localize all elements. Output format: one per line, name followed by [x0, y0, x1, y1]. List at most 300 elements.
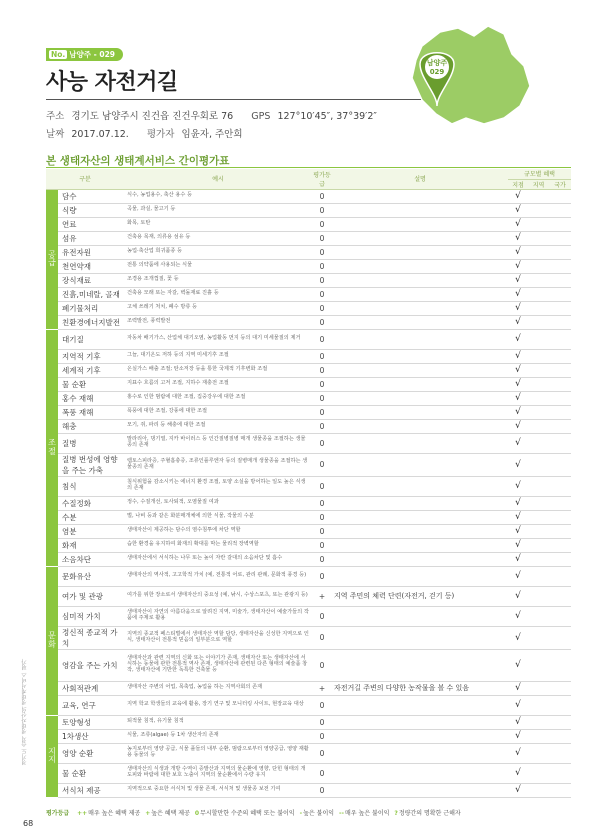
category-cell	[46, 715, 58, 797]
service-example: 생태자산의 식생과 개방 수역이 증발산과 지역의 물순환에 영향, 단힌 형태의 개도피와 바람에 대한 보호 노출이 지역의 물순환에서 수량 유지	[124, 763, 312, 783]
scope-local-check: √	[508, 586, 528, 606]
service-description	[332, 287, 508, 301]
scope-regional-check	[528, 538, 549, 552]
gps-label: GPS	[251, 111, 271, 122]
service-example: 화목, 토탄	[124, 217, 312, 231]
scope-regional-check	[528, 377, 549, 391]
service-name: 물 순환	[58, 377, 124, 391]
service-example: 홍수로 인한 범람에 대한 조절, 집중강우에 대한 조절	[124, 391, 312, 405]
table-row	[46, 301, 571, 315]
service-example: 곡물, 과실, 물고기 등	[124, 203, 312, 217]
service-description	[332, 743, 508, 763]
scope-national-check	[549, 538, 571, 552]
scope-national-check	[549, 231, 571, 245]
service-grade: 0	[312, 391, 332, 405]
scope-regional-check	[528, 315, 549, 329]
table-row	[46, 496, 571, 510]
service-name: 폐기물처리	[58, 301, 124, 315]
table-header-row-1	[46, 169, 571, 179]
map-badge-code: 029	[429, 68, 445, 76]
scope-local-check: √	[508, 729, 528, 743]
scope-national-check	[549, 763, 571, 783]
service-example: 건축용 목재, 의류용 섬유 등	[124, 231, 312, 245]
scope-regional-check	[528, 259, 549, 273]
service-description	[332, 259, 508, 273]
scope-regional-check	[528, 552, 549, 566]
scope-regional-check	[528, 510, 549, 524]
service-example: 조력발전, 풍력발전	[124, 315, 312, 329]
scope-national-check	[549, 377, 571, 391]
scope-regional-check	[528, 606, 549, 626]
service-name: 문화유산	[58, 566, 124, 586]
service-grade: +	[312, 681, 332, 695]
service-name: 심미적 가치	[58, 606, 124, 626]
table-row	[46, 391, 571, 405]
service-description	[332, 231, 508, 245]
scope-regional-check	[528, 189, 549, 203]
service-example: 농지로부터 영양 공급, 식물 플들의 내부 순환, 범람으로부터 영양공급, 영양 재활용 동물의 등	[124, 743, 312, 763]
service-example: 식물, 조류(algae) 등 1차 생산자의 존재	[124, 729, 312, 743]
service-grade: 0	[312, 606, 332, 626]
scope-local-check: √	[508, 626, 528, 649]
service-grade: 0	[312, 626, 332, 649]
service-example: 생태자산의 역사적, 고고학적 가치 (예, 전통적 어로, 관리 관례, 문화적 풍경 등)	[124, 566, 312, 586]
scope-local-check: √	[508, 189, 528, 203]
scope-regional-check	[528, 419, 549, 433]
scope-regional-check	[528, 524, 549, 538]
service-example: 정수, 수질개선, 토사퇴적, 오염물질 여과	[124, 496, 312, 510]
scope-national-check	[549, 419, 571, 433]
service-name: 장식재료	[58, 273, 124, 287]
service-grade: +	[312, 586, 332, 606]
scope-national-check	[549, 245, 571, 259]
service-grade: 0	[312, 329, 332, 349]
service-example: 지역 학교 학생들의 교육에 활용, 장기 연구 및 모니터링 사이트, 현장교육 대상	[124, 695, 312, 715]
service-name: 영감을 주는 가치	[58, 649, 124, 681]
title-divider	[46, 99, 421, 100]
service-name: 수질정화	[58, 496, 124, 510]
scope-local-check: √	[508, 419, 528, 433]
service-name: 진흙,미네랄, 골재	[58, 287, 124, 301]
service-grade: 0	[312, 287, 332, 301]
table-row	[46, 363, 571, 377]
service-description	[332, 405, 508, 419]
service-description: 지역 주민의 체력 단련(자전거, 걷기 등)	[332, 586, 508, 606]
service-grade: 0	[312, 259, 332, 273]
scope-regional-check	[528, 626, 549, 649]
col-grade-header: 평가등급	[312, 169, 332, 189]
service-grade: 0	[312, 566, 332, 586]
legend-item	[300, 810, 334, 817]
scope-regional-check	[528, 231, 549, 245]
table-row	[46, 476, 571, 496]
scope-local-check: √	[508, 476, 528, 496]
scope-local-check: √	[508, 496, 528, 510]
service-grade: 0	[312, 783, 332, 797]
table-row	[46, 783, 571, 797]
scope-local-check: √	[508, 510, 528, 524]
service-description: 자전거길 주변의 다양한 농작물을 볼 수 있음	[332, 681, 508, 695]
service-name: 물 순환	[58, 763, 124, 783]
category-cell	[46, 329, 58, 566]
section-divider	[46, 167, 571, 168]
service-example: 벌, 나비 등과 같은 화분매개체에 의한 식물, 작물의 수분	[124, 510, 312, 524]
scope-national-check	[549, 476, 571, 496]
service-example: 온실가스 배출 조절; 탄소저장 등을 통한 국제적 기후변화 조절	[124, 363, 312, 377]
scope-local-check: √	[508, 453, 528, 476]
table-row	[46, 566, 571, 586]
service-example: 생태자산과 관련 지역의 신화 또는 이야기가 존재, 생태자산 또는 생태자산에 서식하는 동물에 관한 전통적 역사 존재, 생태자산에 관련된 다른 형태의 예술품 창작, 생태자산에 기반한 독특한 건축물 등	[124, 649, 312, 681]
service-grade: 0	[312, 453, 332, 476]
service-description	[332, 349, 508, 363]
legend-item	[195, 810, 295, 817]
service-example: 생태자산이 자연의 아름다움으로 알려진 지역, 미술가, 생태자산이 예술가들의 작품에 주제로 활용	[124, 606, 312, 626]
service-name: 연료	[58, 217, 124, 231]
service-name: 침식	[58, 476, 124, 496]
service-name: 사회적관계	[58, 681, 124, 695]
scope-regional-check	[528, 681, 549, 695]
service-description	[332, 419, 508, 433]
service-example: 모기, 쥐, 파리 등 해충에 대한 조절	[124, 419, 312, 433]
service-grade: 0	[312, 649, 332, 681]
scope-regional-check	[528, 476, 549, 496]
col-category-header: 구분	[46, 169, 124, 189]
scope-regional-check	[528, 329, 549, 349]
legend-text: 매우 높은 혜택 제공	[88, 810, 141, 817]
service-description	[332, 695, 508, 715]
service-grade: 0	[312, 217, 332, 231]
scope-national-check	[549, 405, 571, 419]
service-grade: 0	[312, 715, 332, 729]
table-row	[46, 433, 571, 453]
scope-regional-check	[528, 273, 549, 287]
service-grade: 0	[312, 245, 332, 259]
scope-national-check	[549, 715, 571, 729]
table-row	[46, 729, 571, 743]
service-example: 생태자산 주변의 어업, 목축업, 농업을 하는 지역사회의 존재	[124, 681, 312, 695]
legend-item	[77, 810, 140, 817]
service-example: 조경용 조개껍질, 꽃 등	[124, 273, 312, 287]
service-example: 지역의 종교적 페스티벌에서 생태자산 역할 담당, 생태자산을 신성한 지역으로 인식, 생태자산이 전통적 믿음의 일부분으로 역할	[124, 626, 312, 649]
service-description	[332, 189, 508, 203]
service-description	[332, 453, 508, 476]
service-description	[332, 510, 508, 524]
table-row	[46, 715, 571, 729]
col-scope-header: 규모별 혜택	[508, 169, 571, 179]
col-national-header: 국가	[549, 179, 571, 189]
table-row	[46, 586, 571, 606]
legend-symbol: ?	[394, 810, 398, 817]
scope-local-check: √	[508, 524, 528, 538]
service-grade: 0	[312, 524, 332, 538]
table-row	[46, 524, 571, 538]
service-description	[332, 363, 508, 377]
scope-national-check	[549, 273, 571, 287]
category-label: 공급	[48, 249, 56, 267]
address-label: 주소	[46, 111, 65, 122]
scope-regional-check	[528, 287, 549, 301]
scope-national-check	[549, 363, 571, 377]
service-description	[332, 715, 508, 729]
service-description	[332, 315, 508, 329]
scope-regional-check	[528, 743, 549, 763]
table-row	[46, 231, 571, 245]
table-row	[46, 217, 571, 231]
table-row	[46, 273, 571, 287]
scope-regional-check	[528, 349, 549, 363]
service-name: 교육, 연구	[58, 695, 124, 715]
category-label: 지지	[48, 746, 56, 764]
service-example: 습한 환경을 유지하여 화재의 확대를 막는 물리적 장벽역할	[124, 538, 312, 552]
scope-local-check: √	[508, 783, 528, 797]
map-badge-name: 남양주	[426, 59, 448, 67]
service-example: 침식위험을 감소시키는 에너지 환경 조절, 토양 소실을 방어하는 일도 높은 식생의 존재	[124, 476, 312, 496]
service-description	[332, 301, 508, 315]
table-row	[46, 419, 571, 433]
service-description	[332, 377, 508, 391]
table-row	[46, 377, 571, 391]
col-description-header: 설명	[332, 169, 508, 189]
address-value: 경기도 남양주시 진건읍 진건우회로 76	[71, 111, 234, 122]
scope-regional-check	[528, 496, 549, 510]
grade-legend	[46, 808, 466, 817]
legend-text: 높은 불이익	[303, 810, 335, 817]
service-name: 수분	[58, 510, 124, 524]
scope-local-check: √	[508, 203, 528, 217]
scope-national-check	[549, 189, 571, 203]
service-name: 화재	[58, 538, 124, 552]
table-row	[46, 203, 571, 217]
service-description	[332, 538, 508, 552]
service-description	[332, 433, 508, 453]
legend-text: 무시할만한 수준의 혜택 또는 불이익	[200, 810, 295, 817]
scope-regional-check	[528, 695, 549, 715]
scope-local-check: √	[508, 363, 528, 377]
scope-local-check: √	[508, 649, 528, 681]
category-cell	[46, 566, 58, 715]
service-grade: 0	[312, 538, 332, 552]
scope-local-check: √	[508, 245, 528, 259]
scope-national-check	[549, 743, 571, 763]
page-number: 68	[23, 819, 34, 828]
service-name: 영양 순환	[58, 743, 124, 763]
service-grade: 0	[312, 189, 332, 203]
category-cell	[46, 189, 58, 329]
service-grade: 0	[312, 743, 332, 763]
service-name: 대기질	[58, 329, 124, 349]
service-grade: 0	[312, 349, 332, 363]
legend-text: 높은 혜택 제공	[151, 810, 190, 817]
table-row	[46, 763, 571, 783]
scope-local-check: √	[508, 566, 528, 586]
table-row	[46, 349, 571, 363]
scope-local-check: √	[508, 287, 528, 301]
evaluator-value: 임윤자, 주안희	[181, 129, 243, 140]
scope-regional-check	[528, 763, 549, 783]
service-grade: 0	[312, 363, 332, 377]
scope-local-check: √	[508, 259, 528, 273]
scope-national-check	[549, 729, 571, 743]
table-row	[46, 189, 571, 203]
service-name: 정신적 종교적 가치	[58, 626, 124, 649]
service-name: 질병 번성에 영향을 주는 가축	[58, 453, 124, 476]
service-name: 소음차단	[58, 552, 124, 566]
service-name: 친환경에너지발전	[58, 315, 124, 329]
legend-symbol: 0	[194, 810, 200, 817]
service-name: 해충	[58, 419, 124, 433]
scope-national-check	[549, 586, 571, 606]
scope-regional-check	[528, 783, 549, 797]
scope-local-check: √	[508, 695, 528, 715]
scope-national-check	[549, 496, 571, 510]
service-example: 말라리아, 댕기열, 지카 바이러스 등 인간질병질병 매개 생물종을 조절하는 생물종의 존재	[124, 433, 312, 453]
service-example: 자동차 배기가스, 산업체 대기오염, 농업활동 먼지 등의 대기 미세물질의 제거	[124, 329, 312, 349]
service-description	[332, 329, 508, 349]
legend-label: 평가등급	[46, 810, 70, 817]
namyangju-map-shape	[392, 14, 542, 134]
service-description	[332, 783, 508, 797]
col-example-header: 예시	[124, 169, 312, 189]
legend-text: 매우 높은 불이익	[345, 810, 390, 817]
scope-regional-check	[528, 363, 549, 377]
table-row	[46, 538, 571, 552]
scope-national-check	[549, 217, 571, 231]
table-row	[46, 681, 571, 695]
col-local-header: 지점	[508, 179, 528, 189]
scope-local-check: √	[508, 217, 528, 231]
scope-local-check: √	[508, 273, 528, 287]
scope-local-check: √	[508, 763, 528, 783]
service-grade: 0	[312, 273, 332, 287]
scope-national-check	[549, 203, 571, 217]
legend-item	[394, 810, 460, 817]
scope-local-check: √	[508, 552, 528, 566]
service-grade: 0	[312, 203, 332, 217]
service-name: 섬유	[58, 231, 124, 245]
scope-national-check	[549, 315, 571, 329]
service-description	[332, 626, 508, 649]
service-grade: 0	[312, 231, 332, 245]
service-example: 고체 쓰레기 처치, 폐수 방류 등	[124, 301, 312, 315]
service-description	[332, 524, 508, 538]
scope-local-check: √	[508, 391, 528, 405]
service-name: 여가 및 관광	[58, 586, 124, 606]
service-grade: 0	[312, 433, 332, 453]
service-example: 여가를 위한 장소로서 생태자산의 중요성 (예, 낚시, 수상스포츠, 또는 관광지 등)	[124, 586, 312, 606]
table-row	[46, 259, 571, 273]
scope-local-check: √	[508, 681, 528, 695]
scope-local-check: √	[508, 538, 528, 552]
scope-national-check	[549, 510, 571, 524]
scope-local-check: √	[508, 715, 528, 729]
page-title: 사능 자전거길	[46, 70, 178, 95]
service-description	[332, 273, 508, 287]
table-row	[46, 626, 571, 649]
scope-national-check	[549, 391, 571, 405]
service-example: 건축용 모래 또는 자갈, 벽돌재료 진흙 등	[124, 287, 312, 301]
scope-regional-check	[528, 586, 549, 606]
service-grade: 0	[312, 476, 332, 496]
scope-regional-check	[528, 217, 549, 231]
scope-national-check	[549, 626, 571, 649]
legend-symbol: ++	[77, 810, 88, 817]
side-running-title: 경기도 습지 생태자산의 생태계서비스 평가	[22, 659, 28, 765]
category-label: 문화	[48, 631, 56, 649]
service-description	[332, 552, 508, 566]
scope-regional-check	[528, 453, 549, 476]
service-example: 퇴적물 침적, 유기물 침적	[124, 715, 312, 729]
table-row	[46, 695, 571, 715]
service-grade: 0	[312, 405, 332, 419]
service-grade: 0	[312, 695, 332, 715]
table-row	[46, 606, 571, 626]
scope-national-check	[549, 552, 571, 566]
scope-regional-check	[528, 391, 549, 405]
service-example: 식수, 농업용수, 축산 용수 등	[124, 189, 312, 203]
service-grade: 0	[312, 510, 332, 524]
date-value: 2017.07.12.	[71, 129, 129, 140]
scope-local-check: √	[508, 377, 528, 391]
service-grade: 0	[312, 496, 332, 510]
service-example: 그늘, 대기온도 저하 등의 지역 미세기후 조절	[124, 349, 312, 363]
legend-item	[145, 810, 190, 817]
service-description	[332, 496, 508, 510]
service-name: 질병	[58, 433, 124, 453]
service-name: 토양형성	[58, 715, 124, 729]
service-name: 1차생산	[58, 729, 124, 743]
service-description	[332, 649, 508, 681]
service-grade: 0	[312, 763, 332, 783]
scope-national-check	[549, 783, 571, 797]
table-row	[46, 743, 571, 763]
scope-national-check	[549, 453, 571, 476]
legend-symbol: --	[339, 810, 345, 817]
service-grade: 0	[312, 552, 332, 566]
legend-symbol: +	[145, 810, 151, 817]
scope-local-check: √	[508, 405, 528, 419]
service-name: 염분	[58, 524, 124, 538]
service-example: 전통 의약품에 사용되는 식물	[124, 259, 312, 273]
service-description	[332, 566, 508, 586]
scope-national-check	[549, 681, 571, 695]
table-row	[46, 329, 571, 349]
col-regional-header: 지역	[528, 179, 549, 189]
table-row	[46, 510, 571, 524]
scope-regional-check	[528, 649, 549, 681]
service-name: 세계적 기후	[58, 363, 124, 377]
service-example: 지역적으로 중요한 서식처 및 생물 존재, 서식처 및 생물종 보전 기여	[124, 783, 312, 797]
date-label: 날짜	[46, 129, 65, 140]
service-name: 유전자원	[58, 245, 124, 259]
service-grade: 0	[312, 377, 332, 391]
scope-national-check	[549, 606, 571, 626]
scope-regional-check	[528, 245, 549, 259]
scope-national-check	[549, 329, 571, 349]
scope-local-check: √	[508, 433, 528, 453]
scope-regional-check	[528, 301, 549, 315]
scope-national-check	[549, 349, 571, 363]
service-example: 지표수 흐름의 고저 조절, 지하수 재충전 조절	[124, 377, 312, 391]
scope-national-check	[549, 287, 571, 301]
site-code: 남양주 - 029	[69, 50, 116, 59]
service-example: 생태자산에서 서식하는 나무 또는 높이 자란 갈대의 소음차단 및 흡수	[124, 552, 312, 566]
service-description	[332, 606, 508, 626]
service-description	[332, 217, 508, 231]
service-name: 서식처 제공	[58, 783, 124, 797]
scope-national-check	[549, 649, 571, 681]
service-grade: 0	[312, 301, 332, 315]
scope-local-check: √	[508, 329, 528, 349]
